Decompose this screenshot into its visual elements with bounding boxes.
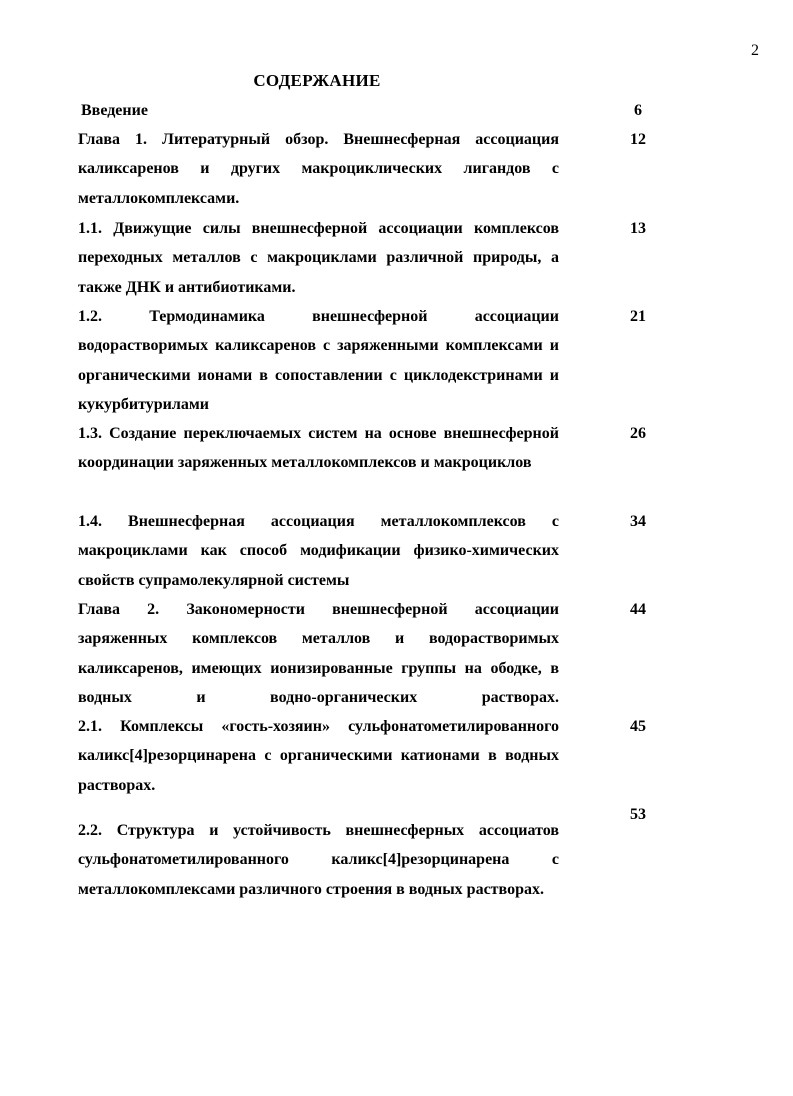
toc-entry-page: 6 [634, 102, 642, 119]
toc-entry-text: 1.1. Движущие силы внешнесферной ассоциации комплексов переходных металлов с макроциклами различной природы, а также ДНК и антибиотиками. [78, 220, 559, 296]
toc-entry-page: 21 [630, 308, 646, 325]
toc-entry-page: 12 [630, 131, 646, 148]
toc-entry-text: 2.2. Структура и устойчивость внешнесферных ассоциатов сульфонатометилированного каликс[4]резорцинарена с металлокомплексами различного строения в водных растворах. [78, 822, 559, 898]
toc-entry-text: 1.2. Термодинамика внешнесферной ассоциации водорастворимых каликсаренов с заряженными комплексами и органическими ионами в сопоставлении с циклодекстринами и кукурбитурилами [78, 308, 559, 413]
toc-entry-text: 1.4. Внешнесферная ассоциация металлокомплексов с макроциклами как способ модификации физико-химических свойств супрамолекулярной системы [78, 513, 559, 589]
toc-entry-page: 26 [630, 425, 646, 442]
toc-entry-text: 1.3. Создание переключаемых систем на основе внешнесферной координации заряженных металлокомплексов и макроциклов [78, 425, 559, 472]
toc-entry-text: Введение [81, 102, 148, 119]
toc-entry-page: 45 [630, 718, 646, 735]
toc-title: СОДЕРЖАНИЕ [253, 71, 381, 90]
toc-entry-page: 53 [630, 806, 646, 823]
toc-entry-page: 44 [630, 601, 646, 618]
page-number: 2 [751, 42, 759, 59]
toc-entry-text: 2.1. Комплексы «гость-хозяин» сульфонатометилированного каликс[4]резорцинарена с органическими катионами в водных растворах. [78, 718, 559, 794]
toc-entry-page: 34 [630, 513, 646, 530]
toc-entry-page: 13 [630, 220, 646, 237]
toc-entry-text: Глава 2. Закономерности внешнесферной ассоциации заряженных комплексов металлов и водорастворимых каликсаренов, имеющих ионизированные группы на ободке, в водных и водно-органических растворах. [78, 601, 559, 706]
toc-entry-text: Глава 1. Литературный обзор. Внешнесферная ассоциация каликсаренов и других макроциклических лигандов с металлокомплексами. [78, 131, 559, 207]
